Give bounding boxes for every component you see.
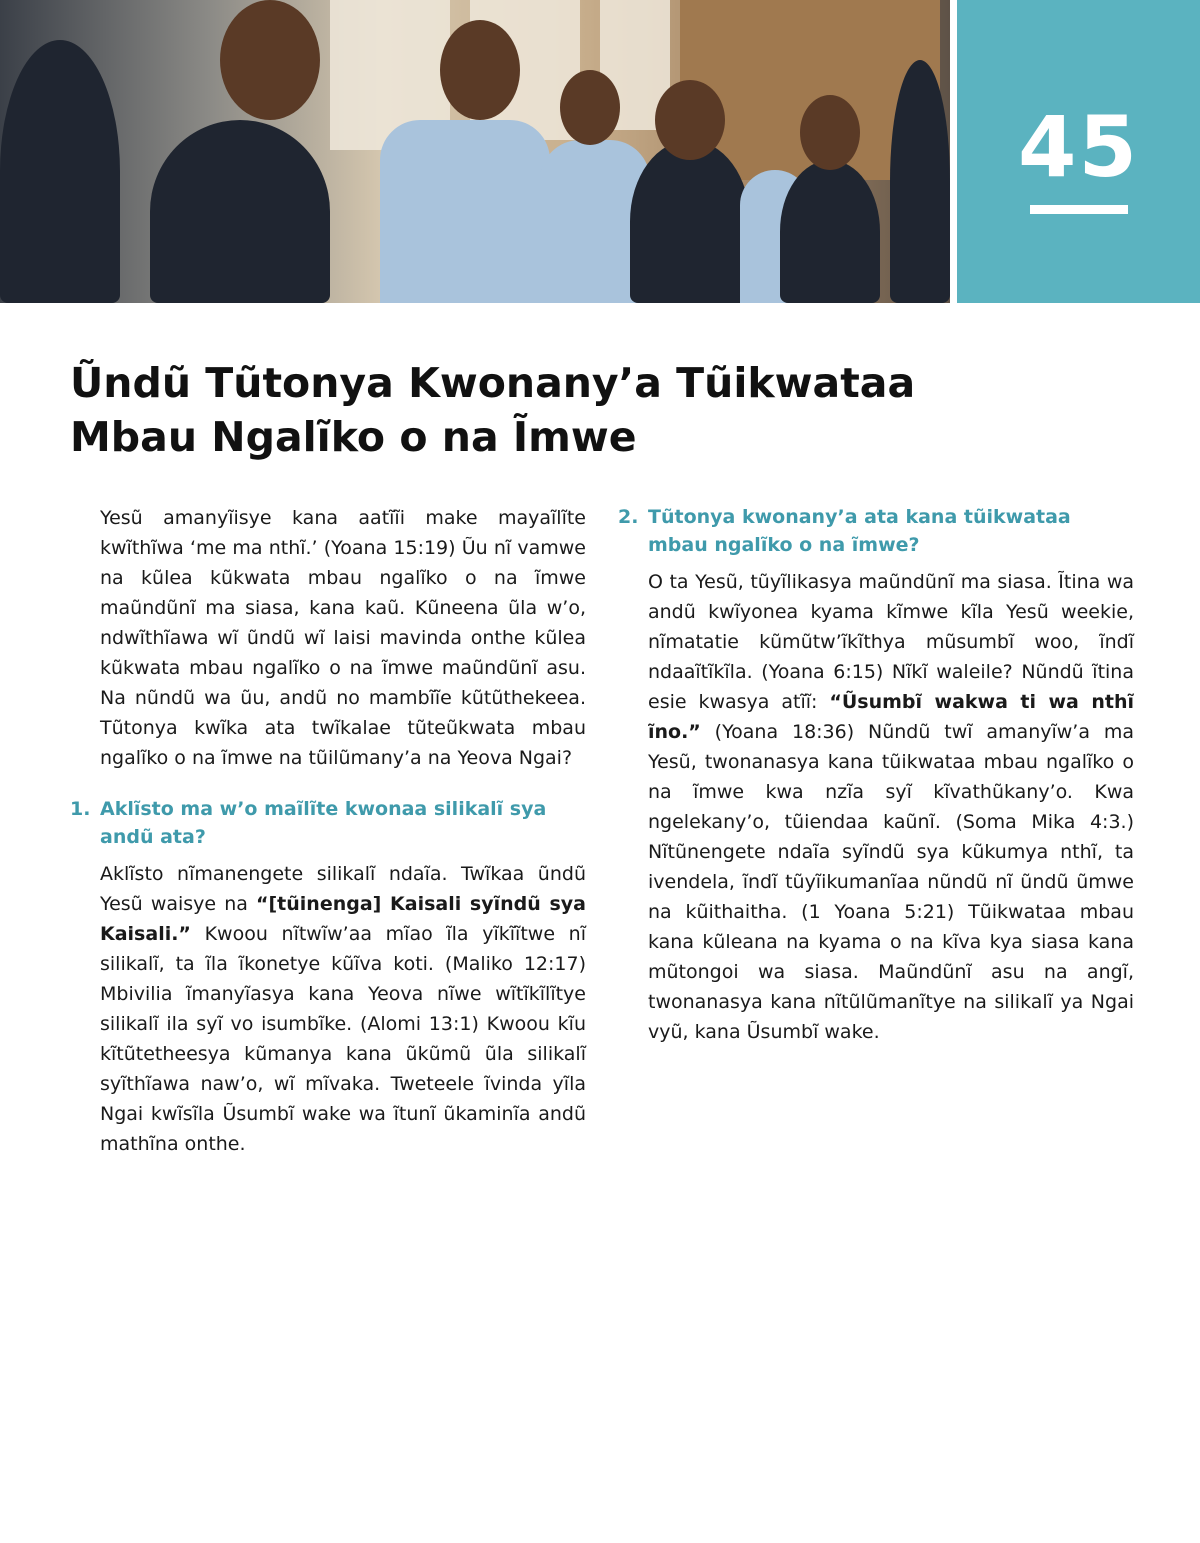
right-column (618, 503, 1135, 1069)
question-2-text: Tũtonya kwonany’a ata kana tũikwataa mbau ngalĩko o na ĩmwe? (648, 506, 1071, 556)
question-1-text: Aklĩsto ma w’o maĩlĩte kwonaa silikalĩ sya andũ ata? (100, 798, 547, 848)
title-line-2: Mbau Ngalĩko o na Ĩmwe (70, 413, 637, 461)
answer-1-part-2: Kwoou nĩtwĩw’aa mĩao ĩla yĩkĩĩtwe nĩ silikalĩ, ta ĩla ĩkonetye kũĩva koti. (Maliko 12:17) Mbivilia ĩmanyĩasya kana Yeova nĩwe wĩtĩkĩlĩtye silikalĩ ila syĩ vo isumbĩke. (Alomi 13:1) Kwoou kĩu kĩtũtetheesya kũmanya kana ũkũmũ ũla silikalĩ syĩthĩawa naw’o, wĩ mĩvaka. Tweteele ĩvinda yĩla Ngai kwĩsĩla Ũsumbĩ wake wa ĩtunĩ ũkaminĩa andũ mathĩna onthe. (100, 923, 586, 1155)
answer-2-part-2: (Yoana 18:36) Nũndũ twĩ amanyĩw’a ma Yesũ, twonanasya kana tũikwataa mbau ngalĩko o na ĩmwe kwa nzĩa syĩ kĩvathũkany’o. Kwa ngelekany’o, tũiendaa kaũnĩ. (Soma Mika 4:3.) Nĩtũnengete ndaĩa syĩndũ sya kũkumya nthĩ, ta ivendela, ĩndĩ tũyĩikumanĩaa nũndũ nĩ ũndũ ũmwe na kũithaitha. (1 Yoana 5:21) Tũikwataa mbau kana kũleana na kyama o na kĩva kya siasa kana mũtongoi wa siasa. Maũndũnĩ asu na angĩ, twonanasya kana nĩtũlũmanĩtye na silikalĩ ya Ngai vyũ, kana Ũsumbĩ wake. (648, 721, 1134, 1043)
lesson-number: 45 (1018, 98, 1139, 196)
page-title (70, 356, 1070, 464)
badge-underline (1030, 205, 1128, 214)
intro-paragraph: Yesũ amanyĩisye kana aatĩĩi make mayaĩlĩte kwĩthĩwa ‘me ma nthĩ.’ (Yoana 15:19) Ũu nĩ vamwe na kũlea kũkwata mbau ngalĩko o na ĩmwe maũndũnĩ ma siasa, kana kaũ. Kũneena ũla w’o, ndwĩthĩawa wĩ ũndũ wĩ laisi mavinda onthe kũlea kũkwata mbau ngalĩko o na ĩmwe maũndũnĩ asu. Na nũndũ wa ũu, andũ no mambĩĩe kũtũthekeea. Tũtonya kwĩka ata twĩkalae tũteũkwata mbau ngalĩko o na ĩmwe na tũilũmany’a na Yeova Ngai? (100, 507, 586, 769)
lesson-number-badge (957, 0, 1200, 303)
question-1-heading (70, 795, 586, 851)
title-line-1: Ũndũ Tũtonya Kwonany’a Tũikwataa (70, 359, 916, 407)
answer-2-quote: “Ũsumbĩ wakwa ti wa nthĩ ĩno.” (648, 691, 1135, 743)
question-1-number: 1. (70, 798, 91, 820)
question-2-number: 2. (618, 506, 639, 528)
answer-2-part-1: O ta Yesũ, tũyĩlikasya maũndũnĩ ma siasa. Ĩtina wa andũ kwĩyonea kyama kĩmwe kĩla Yesũ weekie, nĩmatatie kũmũtw’ĩkĩthya mũsumbĩ woo, ĩndĩ ndaaĩtĩkĩla. (Yoana 6:15) Nĩkĩ waleile? Nũndũ ĩtina esie kwasya atĩĩ: (648, 571, 1134, 713)
hero-photo (0, 0, 950, 303)
answer-2-paragraph (648, 567, 1134, 1047)
answer-1-quote: “[tũinenga] Kaisali syĩndũ sya Kaisali.” (100, 893, 586, 945)
answer-1-part-1: Aklĩsto nĩmanengete silikalĩ ndaĩa. Twĩkaa ũndũ Yesũ waisye na (100, 863, 586, 915)
answer-1-paragraph (100, 859, 586, 1159)
question-2-heading (618, 503, 1134, 559)
left-column (70, 503, 586, 1181)
